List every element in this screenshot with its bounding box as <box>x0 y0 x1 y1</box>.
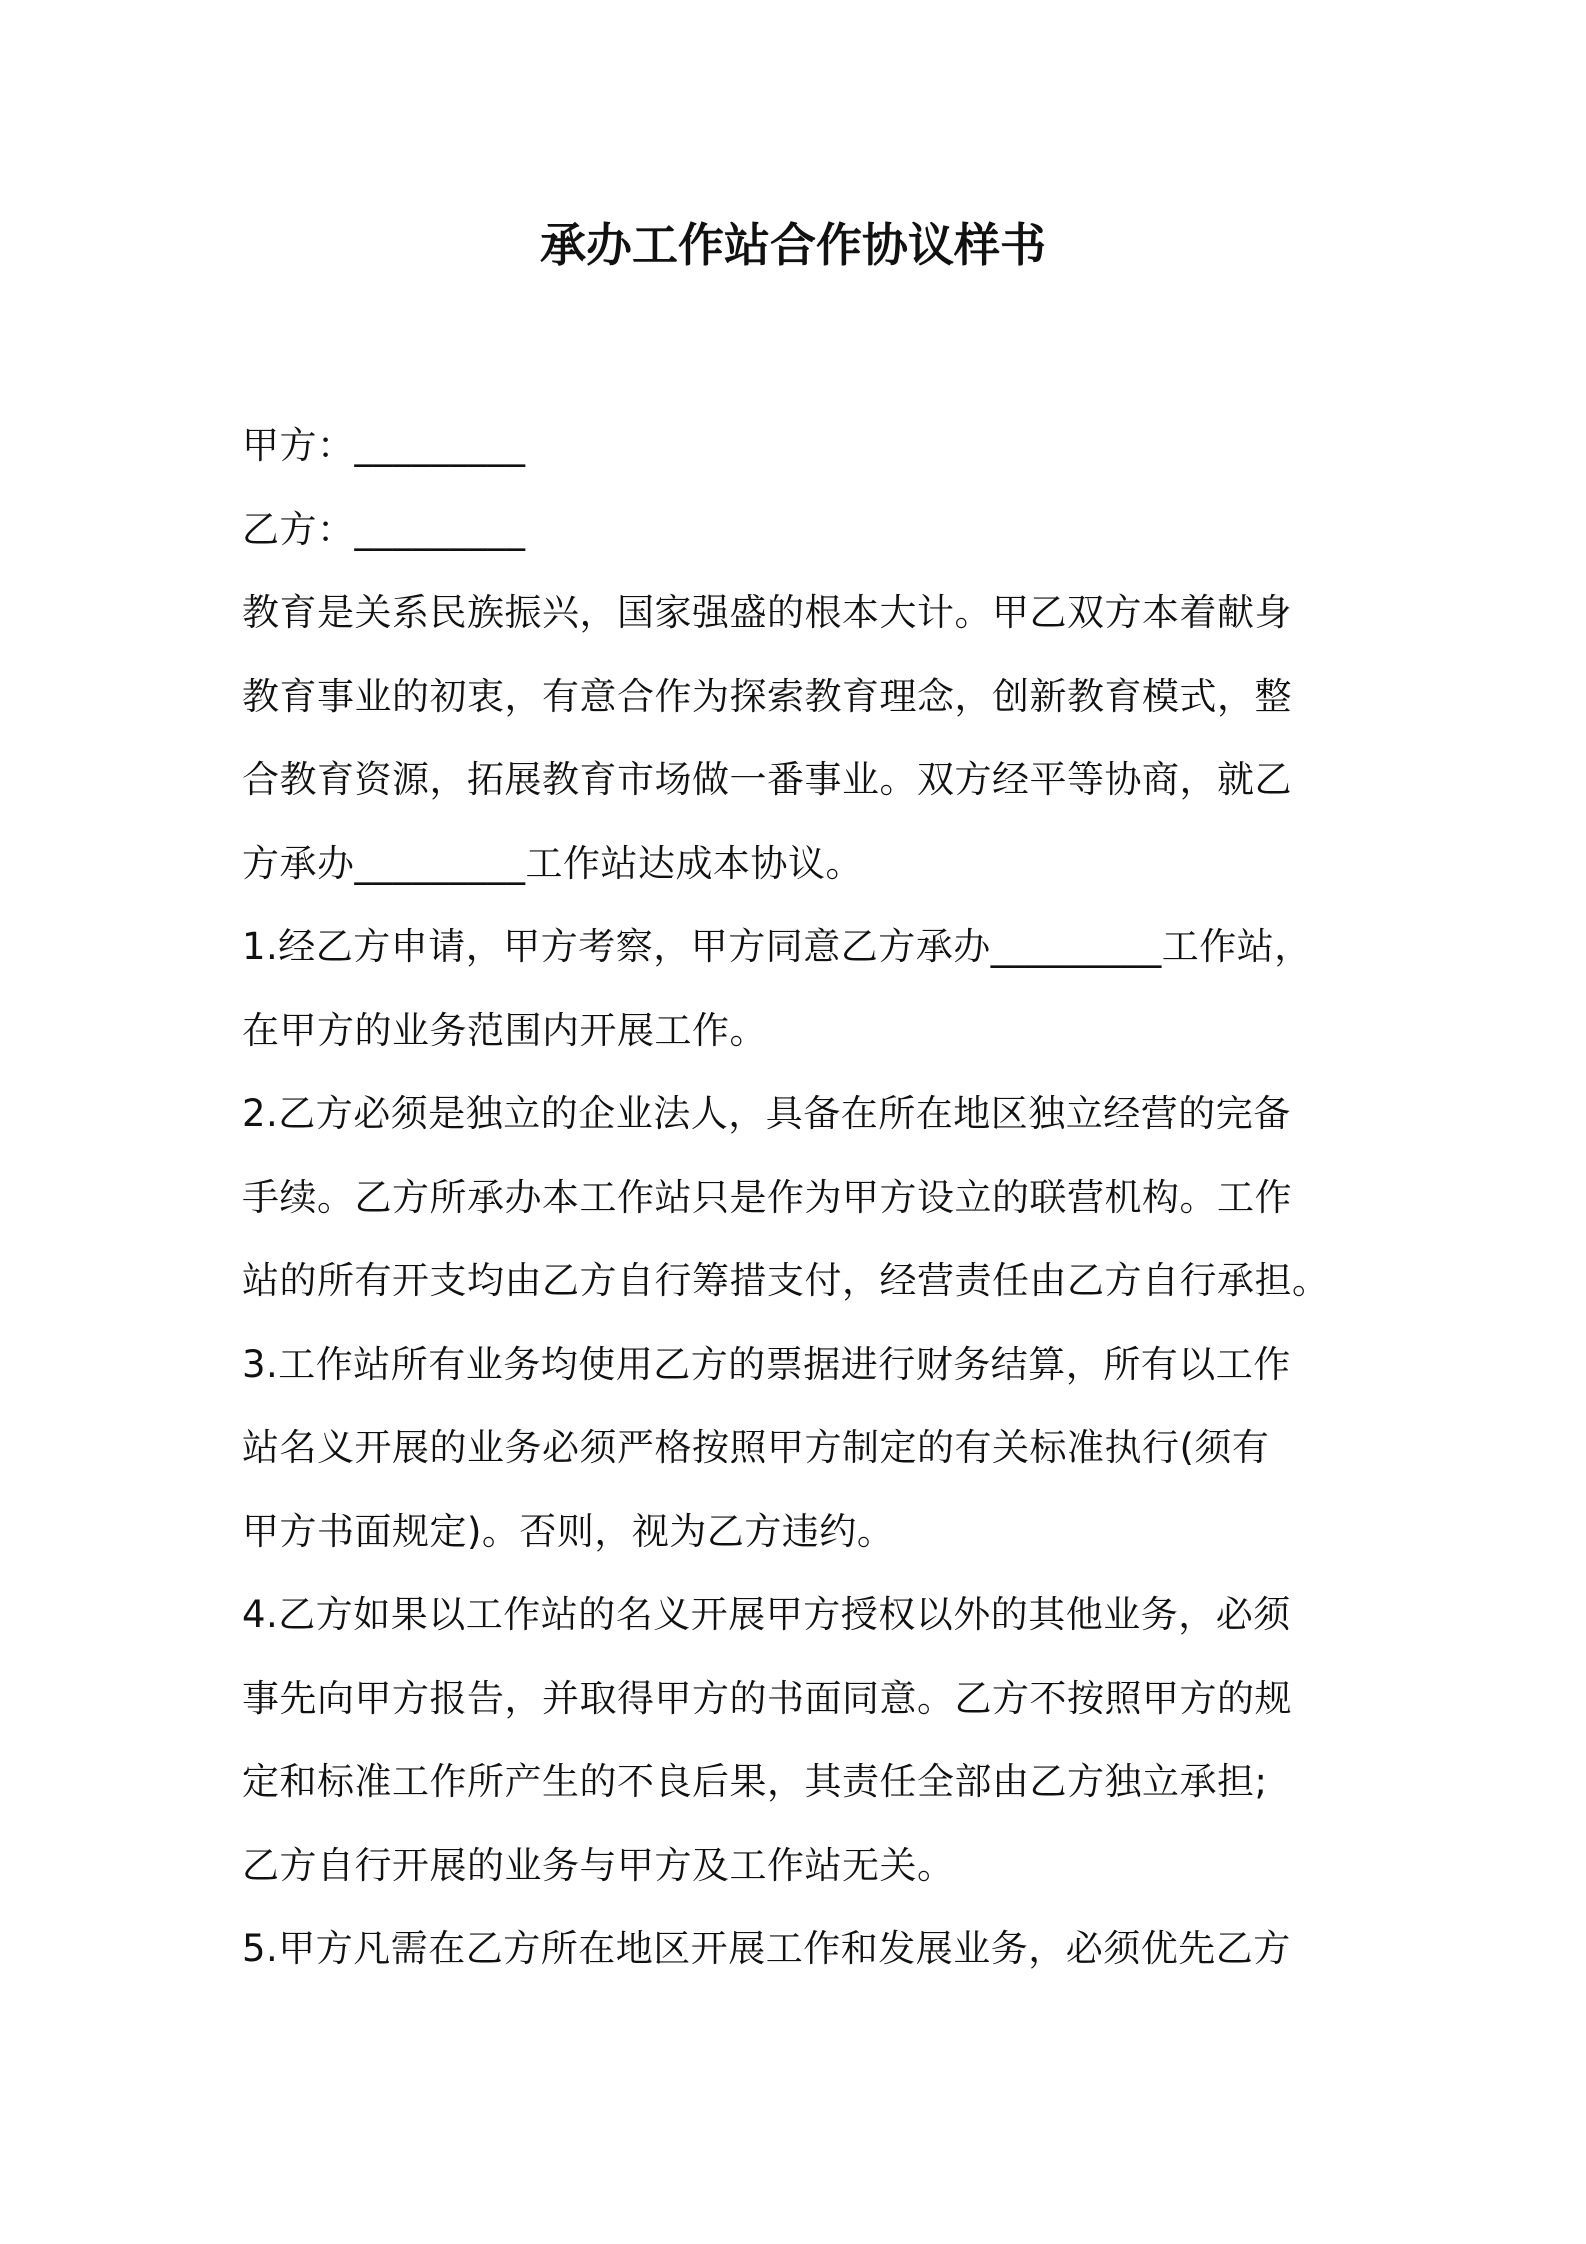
clause-4-line: 事先向甲方报告，并取得甲方的书面同意。乙方不按照甲方的规 <box>242 1676 1292 1720</box>
clause-2-line: 站的所有开支均由乙方自行筹措支付，经营责任由乙方自行承担。 <box>242 1259 1330 1302</box>
clause-2-line: 2.乙方必须是独立的企业法人，具备在所在地区独立经营的完备 <box>242 1092 1291 1135</box>
preamble-line: 合教育资源，拓展教育市场做一番事业。双方经平等协商，就乙 <box>242 758 1292 801</box>
clause-4-line: 定和标准工作所产生的不良后果，其责任全部由乙方独立承担; <box>242 1760 1268 1803</box>
clause-3-line: 站名义开展的业务必须严格按照甲方制定的有关标准执行(须有 <box>242 1426 1270 1469</box>
preamble-line: 教育是关系民族振兴，国家强盛的根本大计。甲乙双方本着献身 <box>242 591 1292 634</box>
preamble-line: 方承办_________工作站达成本协议。 <box>242 841 863 885</box>
clause-4-line: 4.乙方如果以工作站的名义开展甲方授权以外的其他业务，必须 <box>242 1593 1291 1636</box>
clause-3-line: 甲方书面规定)。否则，视为乙方违约。 <box>242 1509 895 1553</box>
clause-1-line: 1.经乙方申请，甲方考察，甲方同意乙方承办_________工作站， <box>242 925 1312 968</box>
document-body <box>242 404 1362 1991</box>
clause-4-line: 乙方自行开展的业务与甲方及工作站无关。 <box>242 1843 955 1887</box>
party-a-line: 甲方：_________ <box>242 424 526 467</box>
clause-3-line: 3.工作站所有业务均使用乙方的票据进行财务结算，所有以工作 <box>242 1342 1291 1386</box>
clause-1-line: 在甲方的业务范围内开展工作。 <box>242 1008 767 1052</box>
clause-5-line: 5.甲方凡需在乙方所在地区开展工作和发展业务，必须优先乙方 <box>242 1927 1291 1970</box>
preamble-line: 教育事业的初衷，有意合作为探索教育理念，创新教育模式，整 <box>242 674 1292 718</box>
document-title: 承办工作站合作协议样书 <box>540 218 1046 272</box>
clause-2-line: 手续。乙方所承办本工作站只是作为甲方设立的联营机构。工作 <box>242 1175 1292 1219</box>
party-b-line: 乙方：_________ <box>242 507 526 551</box>
